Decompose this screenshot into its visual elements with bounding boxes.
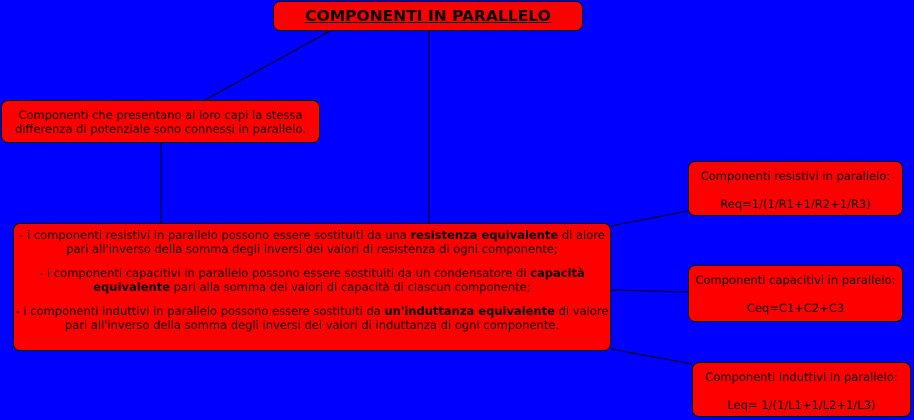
capacitive-formula: Ceq=C1+C2+C3 (746, 301, 845, 315)
main-node (13, 223, 611, 351)
resistive-label: Componenti resistivi in parallelo: (700, 169, 891, 183)
resistive-formula: Req=1/(1/R1+1/R2+1/R3) (720, 197, 871, 211)
link-main-inductive (611, 349, 692, 364)
resistive-term: resistenza equivalente (410, 228, 559, 242)
resistive-paragraph (14, 228, 610, 256)
link-title-intro (205, 31, 330, 100)
capacitive-node (688, 265, 903, 322)
title-text: COMPONENTI IN PARALLELO (305, 7, 551, 25)
resistive-node (688, 161, 903, 216)
capacitive-text-a: - i componenti capacitivi in parallelo possono essere sostituiti da un condensatore di (39, 266, 531, 280)
intro-node (1, 100, 320, 143)
resistive-text-a: - i componenti resistivi in parallelo possono essere sostituiti da una (19, 228, 411, 242)
capacitive-label: Componenti capacitivi in parallelo: (695, 273, 896, 287)
inductive-text-b: di valore pari all'inverso della somma degli inversi dei valori di induttanza di ogni componente. (64, 304, 609, 332)
capacitive-text-b: pari alla somma dei valori di capacità di ciascun componente; (170, 280, 531, 294)
capacitive-paragraph (14, 266, 610, 294)
capacitive-term: capacità equivalente (93, 266, 585, 294)
resistive-text-b: di alore pari all'inverso della somma degli inversi dei valori di resistenza di ogni componente; (66, 228, 605, 256)
inductive-paragraph (14, 304, 610, 332)
inductive-label: Componenti induttivi in parallelo: (705, 370, 898, 384)
inductive-formula: Leq= 1/(1/L1+1/L2+1/L3) (727, 398, 876, 412)
inductive-text-a: - i componenti induttivi in parallelo possono essere sostituiti da (15, 304, 385, 318)
title-node (273, 1, 583, 31)
inductive-node (692, 362, 911, 417)
inductive-term: un'induttanza equivalente (384, 304, 555, 318)
link-main-capacitive (611, 290, 688, 292)
link-main-resistive (611, 211, 688, 226)
intro-text: Componenti che presentano ai loro capi la stessa differenza di potenziale sono connessi in parallelo. (15, 108, 306, 136)
